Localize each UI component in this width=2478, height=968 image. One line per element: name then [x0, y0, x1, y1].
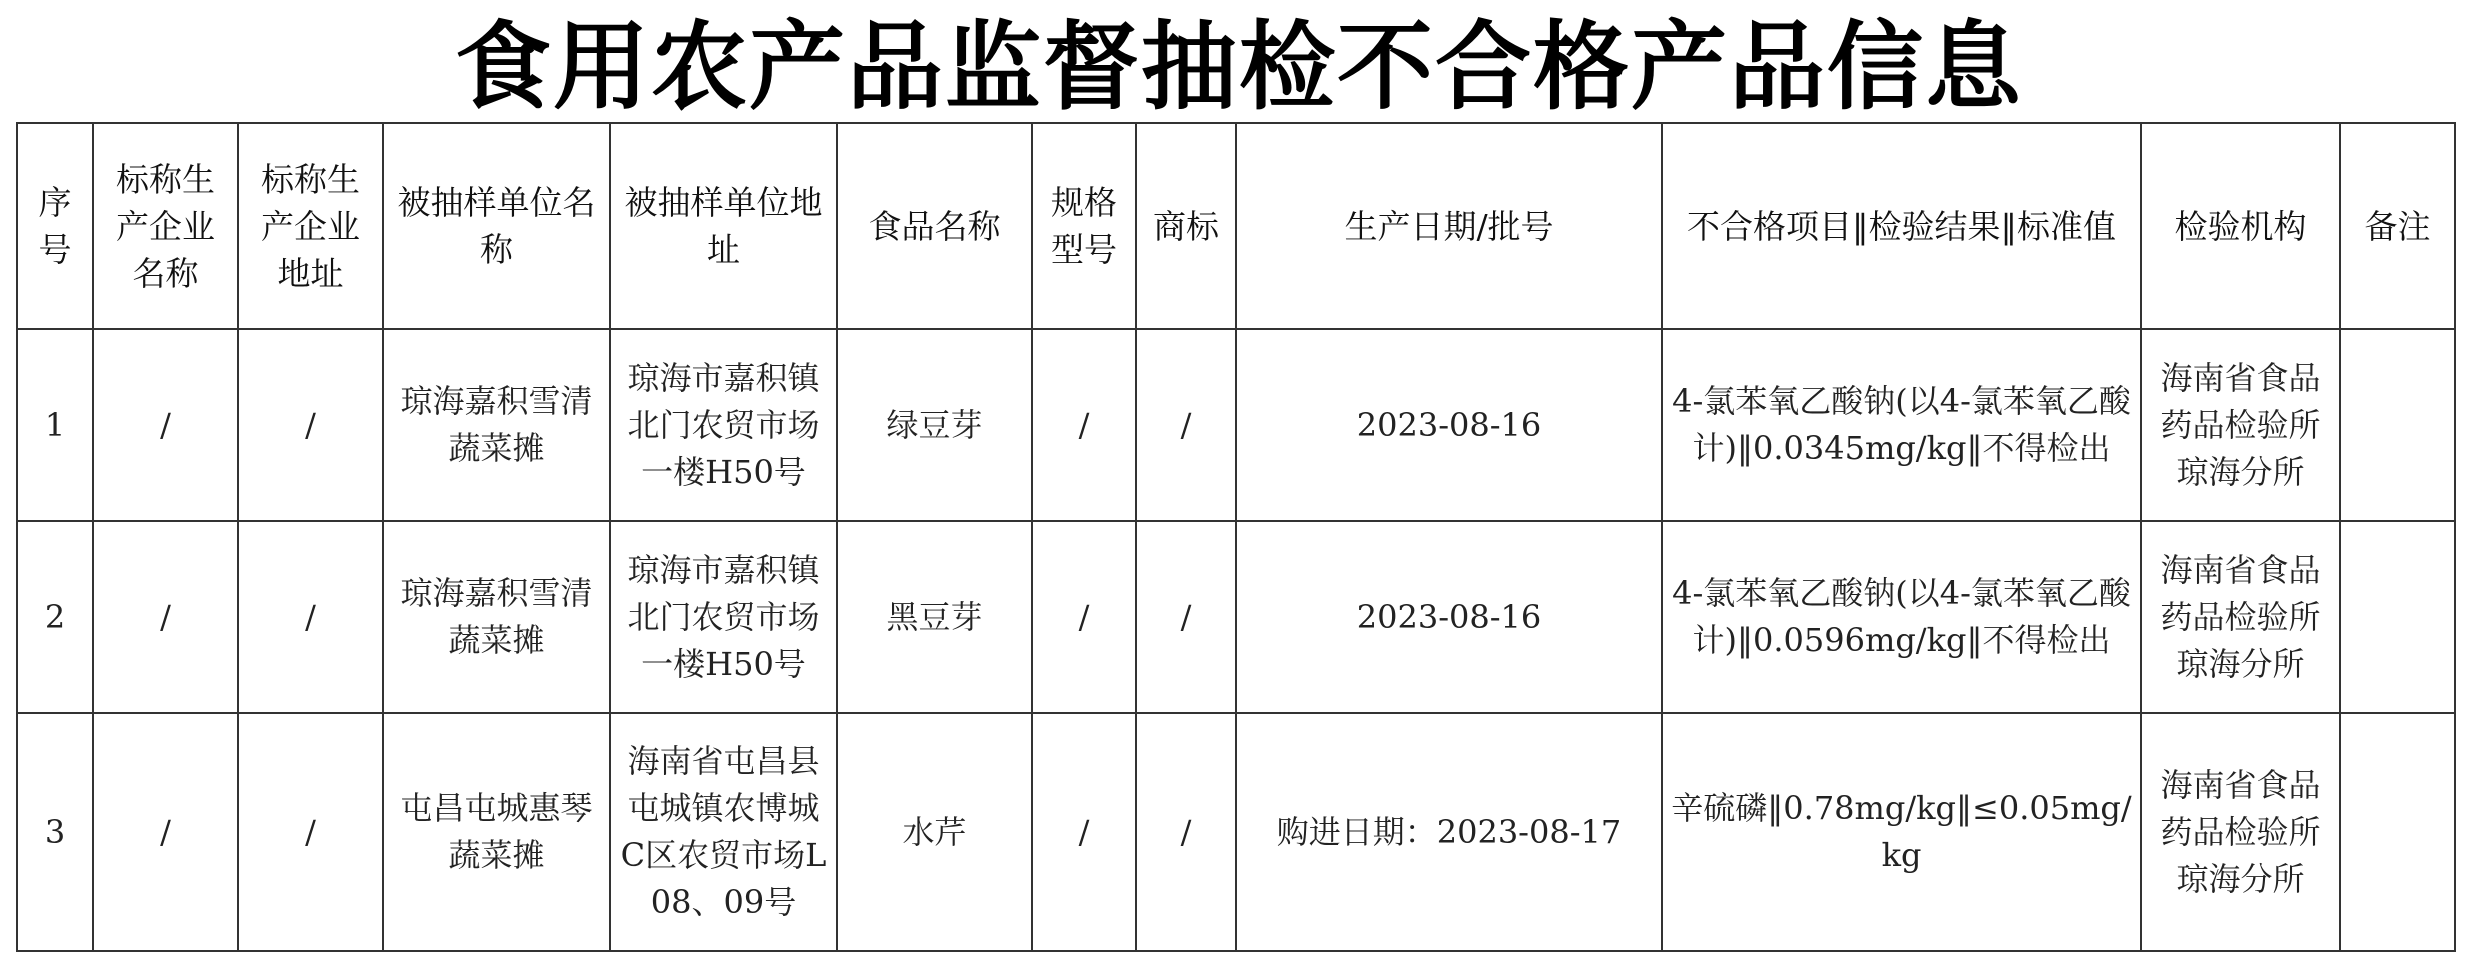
col-header-no: 序号 [17, 123, 93, 329]
cell-maker-address: / [238, 329, 383, 521]
cell-note [2340, 521, 2455, 713]
col-header-item-result: 不合格项目‖检验结果‖标准值 [1662, 123, 2141, 329]
cell-no: 2 [17, 521, 93, 713]
cell-unit-address: 琼海市嘉积镇北门农贸市场一楼H50号 [610, 329, 837, 521]
cell-no: 3 [17, 713, 93, 951]
cell-item-result: 4-氯苯氧乙酸钠(以4-氯苯氧乙酸计)‖0.0345mg/kg‖不得检出 [1662, 329, 2141, 521]
table-header-row [17, 123, 2455, 329]
cell-item-result: 辛硫磷‖0.78mg/kg‖≤0.05mg/kg [1662, 713, 2141, 951]
cell-spec: / [1032, 329, 1136, 521]
cell-maker-name: / [93, 329, 238, 521]
col-header-spec: 规格型号 [1032, 123, 1136, 329]
cell-date: 2023-08-16 [1236, 521, 1662, 713]
cell-unit-name: 琼海嘉积雪清蔬菜摊 [383, 521, 610, 713]
cell-date: 2023-08-16 [1236, 329, 1662, 521]
cell-note [2340, 713, 2455, 951]
cell-agency: 海南省食品药品检验所琼海分所 [2141, 329, 2340, 521]
col-header-unit-name: 被抽样单位名称 [383, 123, 610, 329]
cell-maker-address: / [238, 713, 383, 951]
cell-food-name: 水芹 [837, 713, 1032, 951]
cell-brand: / [1136, 521, 1236, 713]
cell-spec: / [1032, 713, 1136, 951]
cell-maker-name: / [93, 713, 238, 951]
cell-no: 1 [17, 329, 93, 521]
col-header-maker-address: 标称生产企业地址 [238, 123, 383, 329]
cell-agency: 海南省食品药品检验所琼海分所 [2141, 521, 2340, 713]
cell-unit-name: 琼海嘉积雪清蔬菜摊 [383, 329, 610, 521]
cell-unit-name: 屯昌屯城惠琴蔬菜摊 [383, 713, 610, 951]
table-row [17, 713, 2455, 951]
col-header-note: 备注 [2340, 123, 2455, 329]
nonconforming-products-table [16, 122, 2456, 952]
cell-brand: / [1136, 713, 1236, 951]
cell-date: 购进日期：2023-08-17 [1236, 713, 1662, 951]
col-header-unit-address: 被抽样单位地址 [610, 123, 837, 329]
cell-spec: / [1032, 521, 1136, 713]
cell-maker-name: / [93, 521, 238, 713]
table-row [17, 521, 2455, 713]
cell-unit-address: 琼海市嘉积镇北门农贸市场一楼H50号 [610, 521, 837, 713]
cell-brand: / [1136, 329, 1236, 521]
page-title: 食用农产品监督抽检不合格产品信息 [455, 11, 2023, 123]
cell-unit-address: 海南省屯昌县屯城镇农博城C区农贸市场L08、09号 [610, 713, 837, 951]
table-row [17, 329, 2455, 521]
cell-maker-address: / [238, 521, 383, 713]
col-header-date: 生产日期/批号 [1236, 123, 1662, 329]
cell-food-name: 绿豆芽 [837, 329, 1032, 521]
cell-food-name: 黑豆芽 [837, 521, 1032, 713]
col-header-maker-name: 标称生产企业名称 [93, 123, 238, 329]
cell-item-result: 4-氯苯氧乙酸钠(以4-氯苯氧乙酸计)‖0.0596mg/kg‖不得检出 [1662, 521, 2141, 713]
col-header-agency: 检验机构 [2141, 123, 2340, 329]
cell-note [2340, 329, 2455, 521]
col-header-brand: 商标 [1136, 123, 1236, 329]
col-header-food-name: 食品名称 [837, 123, 1032, 329]
cell-agency: 海南省食品药品检验所琼海分所 [2141, 713, 2340, 951]
